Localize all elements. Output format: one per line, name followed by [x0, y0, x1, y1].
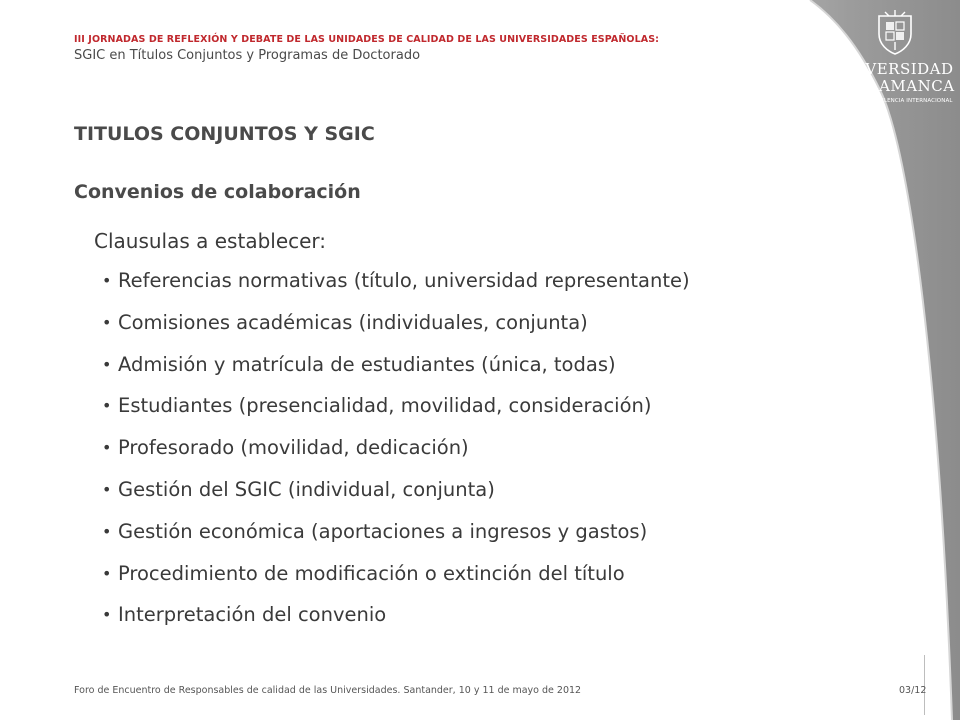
- list-item: [102, 310, 690, 352]
- bullet-dot: •: [102, 438, 112, 458]
- intro-text: Clausulas a establecer:: [94, 229, 327, 253]
- footer-text: Foro de Encuentro de Responsables de calidad de las Universidades. Santander, 10 y 11 de mayo de 2012: [74, 685, 582, 696]
- bullet-dot: •: [102, 354, 112, 374]
- university-logo: [830, 10, 955, 110]
- logo-text-salamanca: DSALAMANCA: [834, 77, 955, 95]
- section-title: TITULOS CONJUNTOS Y SGIC: [74, 123, 375, 145]
- subsection-title: Convenios de colaboración: [74, 181, 361, 203]
- list-item: [102, 519, 690, 561]
- logo-text-universidad: VNIVERSIDAD: [834, 60, 954, 78]
- bullet-dot: •: [102, 312, 112, 332]
- bullet-text: Procedimiento de modificación o extinción del título: [118, 561, 625, 585]
- bullet-dot: •: [102, 605, 112, 625]
- list-item: [102, 602, 690, 644]
- list-item: [102, 393, 690, 435]
- bullet-dot: •: [102, 563, 112, 583]
- event-title: III JORNADAS DE REFLEXIÓN Y DEBATE DE LAS UNIDADES DE CALIDAD DE LAS UNIVERSIDADES ESPAÑOLAS:: [74, 34, 660, 45]
- bullet-dot: •: [102, 396, 112, 416]
- bullet-text: Profesorado (movilidad, dedicación): [118, 436, 469, 460]
- bullet-text: Referencias normativas (título, universidad representante): [118, 269, 690, 292]
- list-item: [102, 561, 690, 603]
- bullet-text: Interpretación del convenio: [118, 603, 387, 627]
- bullet-list: [102, 268, 690, 644]
- list-item: [102, 477, 690, 519]
- list-item: [102, 352, 690, 394]
- list-item: [102, 268, 690, 310]
- page-number: 03/12: [899, 685, 927, 696]
- university-crest-icon: [875, 10, 915, 56]
- bullet-dot: •: [102, 521, 112, 541]
- bullet-text: Gestión económica (aportaciones a ingresos y gastos): [118, 519, 648, 543]
- list-item: [102, 435, 690, 477]
- bullet-text: Estudiantes (presencialidad, movilidad, consideración): [118, 394, 652, 418]
- event-subtitle: SGIC en Títulos Conjuntos y Programas de Doctorado: [74, 48, 421, 63]
- bullet-text: Gestión del SGIC (individual, conjunta): [118, 477, 495, 501]
- logo-text-campus: CAMPUS DE EXCELENCIA INTERNACIONAL: [834, 98, 953, 104]
- bullet-dot: •: [102, 271, 112, 290]
- bullet-dot: •: [102, 479, 112, 499]
- bullet-text: Comisiones académicas (individuales, conjunta): [118, 310, 588, 334]
- bullet-text: Admisión y matrícula de estudiantes (única, todas): [118, 352, 616, 376]
